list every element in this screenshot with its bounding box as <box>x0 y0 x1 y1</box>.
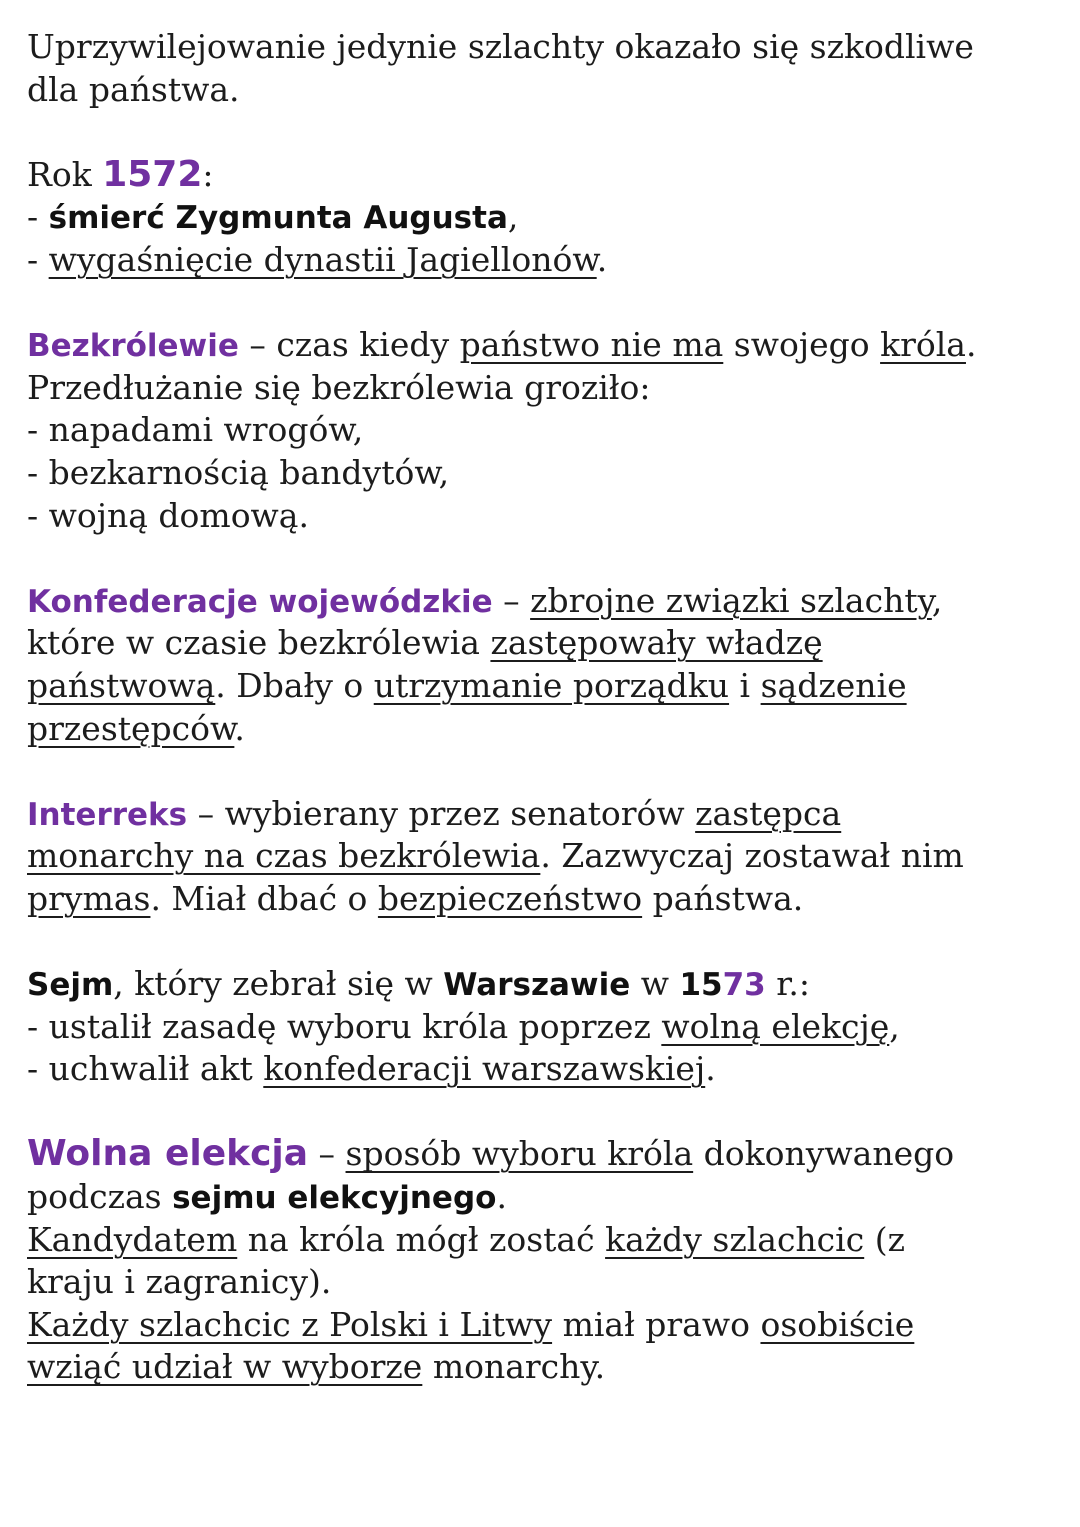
underlined-phrase: każdy szlachcic <box>605 1219 865 1259</box>
underlined-phrase: państwo nie ma <box>459 325 724 365</box>
interreks-line-1: Interreks – wybierany przez senatorów zastępca <box>27 793 842 833</box>
threat-item: - napadami wrogów, <box>27 410 364 450</box>
underlined-phrase: państwową <box>27 665 216 705</box>
underlined-phrase: króla <box>880 325 966 365</box>
interreks-line-3: prymas. Miał dbać o bezpieczeństwo państwa. <box>27 878 804 918</box>
term-interreks: Interreks <box>27 796 188 833</box>
spacer <box>27 750 1067 793</box>
konfederacje-line-4: przestępców. <box>27 708 245 748</box>
term-sejm: Sejm <box>27 967 114 1004</box>
wolna-elekcja-line-1: Wolna elekcja – sposób wyboru króla dokonywanego <box>27 1133 955 1175</box>
term-konfederacje: Konfederacje wojewódzkie <box>27 583 493 620</box>
threat-item: - bezkarnością bandytów, <box>27 452 450 492</box>
year-part-b: 73 <box>722 967 766 1004</box>
intro-line-2 <box>27 69 1067 112</box>
underlined-phrase: przestępców <box>27 708 235 748</box>
year-part-a: 15 <box>679 967 723 1004</box>
spacer <box>27 111 1067 154</box>
wolna-elekcja-line-2: podczas sejmu elekcyjnego. <box>27 1177 507 1217</box>
term-wolna-elekcja: Wolna elekcja <box>27 1133 309 1175</box>
underlined-phrase: bezpieczeństwo <box>377 878 643 918</box>
underlined-phrase: monarchy na czas bezkrólewia <box>27 836 541 876</box>
year-heading: Rok 1572: <box>27 153 214 195</box>
sejm-item-2: - uchwalił akt konfederacji warszawskiej. <box>27 1049 716 1089</box>
note-page <box>27 26 1067 1389</box>
underlined-phrase: wygaśnięcie dynastii Jagiellonów <box>48 239 597 279</box>
underlined-phrase: konfederacji warszawskiej <box>263 1049 706 1089</box>
bold-phrase: śmierć Zygmunta Augusta <box>48 200 508 237</box>
wolna-elekcja-line-6: wziąć udział w wyborze monarchy. <box>27 1347 606 1387</box>
year-item-2: - wygaśnięcie dynastii Jagiellonów. <box>27 239 608 279</box>
place-warszawa: Warszawie <box>443 967 631 1004</box>
bezkrolewie-line-2: Przedłużanie się bezkrólewia groziło: <box>27 367 651 407</box>
threat-item: - wojną domową. <box>27 495 309 535</box>
underlined-phrase: wolną elekcję <box>661 1006 890 1046</box>
underlined-phrase: zastępowały władzę <box>490 623 823 663</box>
bezkrolewie-definition: Bezkrólewie – czas kiedy państwo nie ma swojego króla. <box>27 325 977 365</box>
underlined-phrase: Każdy szlachcic z Polski i Litwy <box>27 1304 553 1344</box>
underlined-phrase: osobiście <box>760 1304 915 1344</box>
interreks-line-2: monarchy na czas bezkrólewia. Zazwyczaj zostawał nim <box>27 836 964 876</box>
sejm-item-1: - ustalił zasadę wyboru króla poprzez wolną elekcję, <box>27 1006 900 1046</box>
underlined-phrase: wziąć udział w wyborze <box>27 1347 423 1387</box>
intro-text: Uprzywilejowanie jedynie szlachty okazało się szkodliwe <box>27 27 974 66</box>
intro-text: dla państwa. <box>27 69 240 109</box>
year-item-1: - śmierć Zygmunta Augusta, <box>27 197 519 237</box>
wolna-elekcja-line-3: Kandydatem na króla mógł zostać każdy szlachcic (z <box>27 1219 905 1259</box>
spacer <box>27 282 1067 325</box>
underlined-phrase: sądzenie <box>760 665 907 705</box>
underlined-phrase: zbrojne związki szlachty <box>530 580 932 620</box>
konfederacje-line-2: które w czasie bezkrólewia zastępowały władzę <box>27 623 823 663</box>
underlined-phrase: zastępca <box>695 793 842 833</box>
spacer <box>27 920 1067 963</box>
sejm-heading: Sejm, który zebrał się w Warszawie w 1573 r.: <box>27 964 810 1004</box>
bold-phrase: sejmu elekcyjnego <box>172 1180 497 1217</box>
konfederacje-line-1: Konfederacje wojewódzkie – zbrojne związki szlachty, <box>27 580 943 620</box>
wolna-elekcja-line-5: Każdy szlachcic z Polski i Litwy miał prawo osobiście <box>27 1304 915 1344</box>
spacer <box>27 537 1067 580</box>
intro-line-1 <box>27 26 1067 69</box>
underlined-phrase: utrzymanie porządku <box>373 665 730 705</box>
wolna-elekcja-line-4: kraju i zagranicy). <box>27 1262 332 1302</box>
underlined-phrase: sposób wyboru króla <box>345 1134 694 1174</box>
term-bezkrolewie: Bezkrólewie <box>27 328 239 365</box>
underlined-phrase: prymas <box>27 878 151 918</box>
konfederacje-line-3: państwową. Dbały o utrzymanie porządku i sądzenie <box>27 665 907 705</box>
year-1572: 1572 <box>102 153 203 195</box>
spacer <box>27 1091 1067 1134</box>
underlined-phrase: Kandydatem <box>27 1219 238 1259</box>
